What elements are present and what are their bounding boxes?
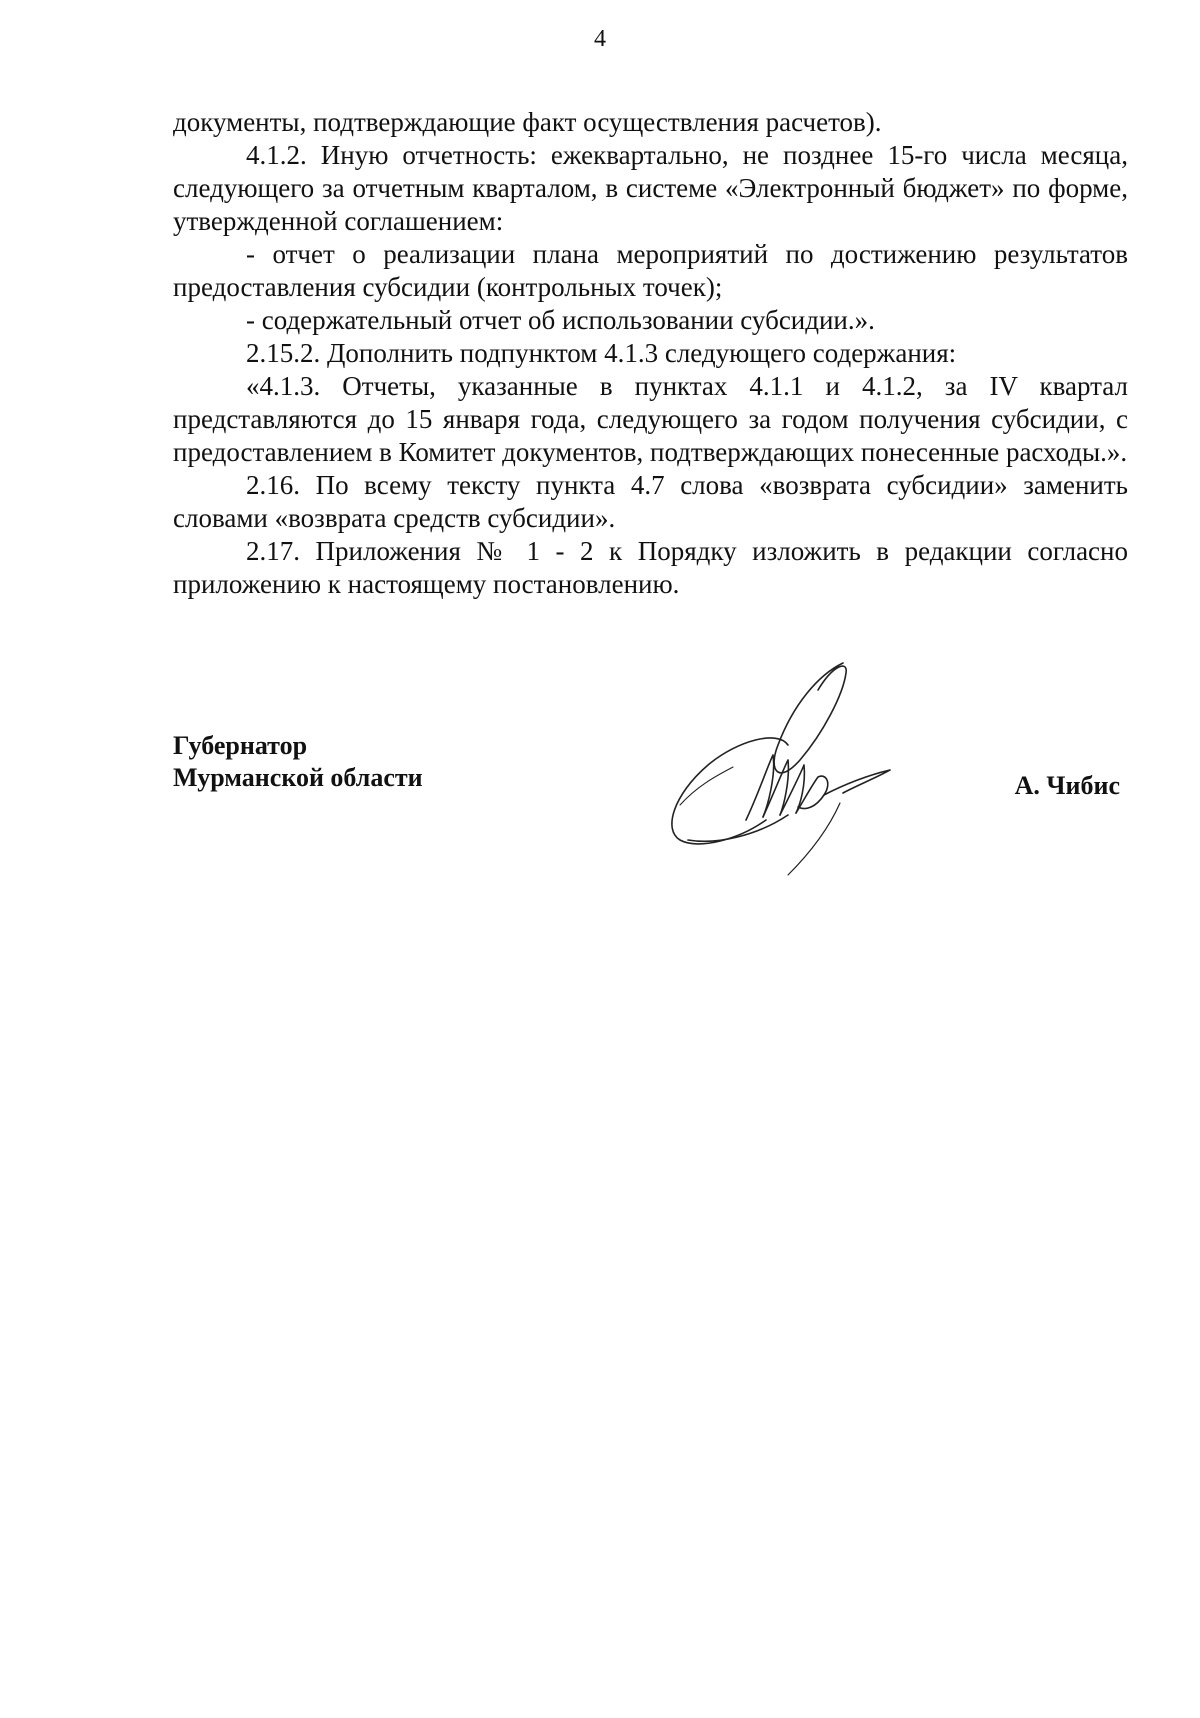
document-body — [173, 106, 1128, 601]
list-item-report-content: - содержательный отчет об использовании субсидии.». — [246, 305, 875, 335]
paragraph-4-1-3: «4.1.3. Отчеты, указанные в пунктах 4.1.1 и 4.1.2, за IV квартал представляются до 15 января года, следующего за годом получения субсидии, с предоставлением в Комитет документов, подтверждающих понесенные расходы.». — [173, 371, 1128, 467]
paragraph-4-1-2: 4.1.2. Иную отчетность: ежеквартально, не позднее 15-го числа месяца, следующего за отчетным кварталом, в системе «Электронный бюджет» по форме, утвержденной соглашением: — [173, 140, 1128, 236]
paragraph-2-17: 2.17. Приложения № 1 - 2 к Порядку изложить в редакции согласно приложению к настоящему постановлению. — [173, 536, 1128, 599]
paragraph-continuation: документы, подтверждающие факт осуществления расчетов). — [173, 107, 882, 137]
signatory-name: А. Чибис — [1014, 771, 1120, 800]
signature-block — [173, 730, 1128, 880]
signatory-title-line2: Мурманской области — [173, 763, 423, 792]
page-number: 4 — [594, 26, 606, 52]
signatory-title-line1: Губернатор — [173, 731, 308, 760]
paragraph-2-16: 2.16. По всему тексту пункта 4.7 слова «возврата субсидии» заменить словами «возврата средств субсидии». — [173, 470, 1128, 533]
handwritten-signature — [628, 635, 928, 880]
list-item-report-plan: - отчет о реализации плана мероприятий по достижению результатов предоставления субсидии (контрольных точек); — [173, 239, 1128, 302]
paragraph-2-15-2: 2.15.2. Дополнить подпунктом 4.1.3 следующего содержания: — [246, 338, 957, 368]
signatory-title — [173, 730, 423, 794]
